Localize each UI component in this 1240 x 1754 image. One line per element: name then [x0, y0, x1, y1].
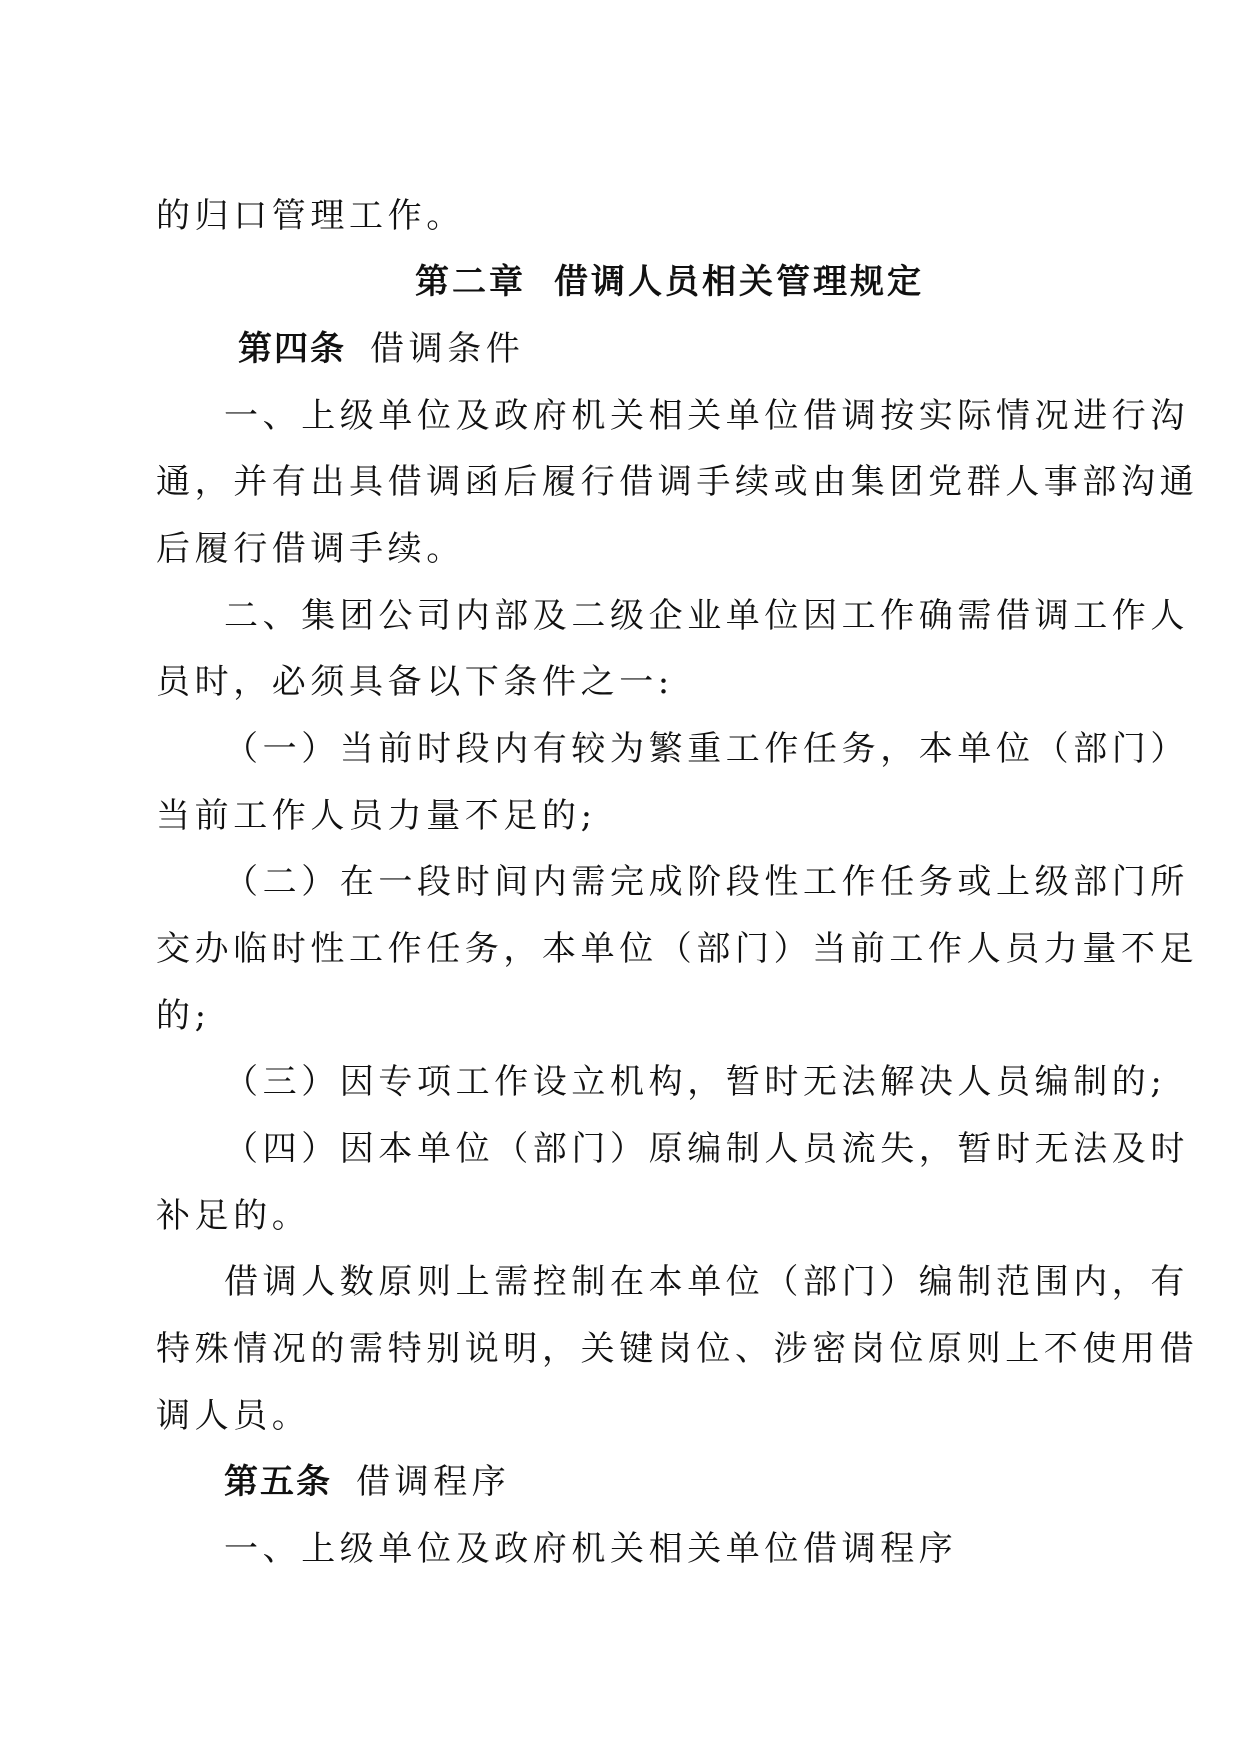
- paragraph-line: 一、上级单位及政府机关相关单位借调程序: [224, 1529, 958, 1569]
- paragraph-line: 特殊情况的需特别说明，关键岗位、涉密岗位原则上不使用借: [156, 1329, 1199, 1369]
- paragraph-line: 的归口管理工作。: [156, 196, 465, 236]
- paragraph-line: 员时，必须具备以下条件之一:: [156, 662, 674, 702]
- article-4-heading: [238, 329, 524, 369]
- paragraph-line: （一）当前时段内有较为繁重工作任务，本单位（部门）: [224, 729, 1189, 769]
- chapter-number: 第二章: [415, 262, 526, 302]
- paragraph-line: 后履行借调手续。: [156, 529, 465, 569]
- paragraph-line: 一、上级单位及政府机关相关单位借调按实际情况进行沟: [224, 396, 1189, 436]
- paragraph-line: （四）因本单位（部门）原编制人员流失，暂时无法及时: [224, 1129, 1189, 1169]
- paragraph-line: （二）在一段时间内需完成阶段性工作任务或上级部门所: [224, 862, 1189, 902]
- article-5-title: 借调程序: [356, 1462, 511, 1502]
- paragraph-line: 当前工作人员力量不足的;: [156, 796, 597, 836]
- paragraph-line: 二、集团公司内部及二级企业单位因工作确需借调工作人: [224, 596, 1189, 636]
- paragraph-line: （三）因专项工作设立机构，暂时无法解决人员编制的;: [224, 1062, 1167, 1102]
- article-4-label: 第四条: [238, 329, 346, 369]
- paragraph-line: 调人员。: [156, 1396, 311, 1436]
- paragraph-line: 补足的。: [156, 1196, 311, 1236]
- paragraph-line: 通，并有出具借调函后履行借调手续或由集团党群人事部沟通: [156, 462, 1199, 502]
- paragraph-line: 交办临时性工作任务，本单位（部门）当前工作人员力量不足: [156, 929, 1199, 969]
- paragraph-line: 借调人数原则上需控制在本单位（部门）编制范围内，有: [224, 1262, 1189, 1302]
- article-5-label: 第五条: [224, 1462, 332, 1502]
- chapter-heading: [415, 262, 924, 302]
- article-5-heading: [224, 1462, 510, 1502]
- paragraph-line: 的;: [156, 996, 211, 1036]
- article-4-title: 借调条件: [370, 329, 525, 369]
- chapter-title: 借调人员相关管理规定: [554, 262, 924, 302]
